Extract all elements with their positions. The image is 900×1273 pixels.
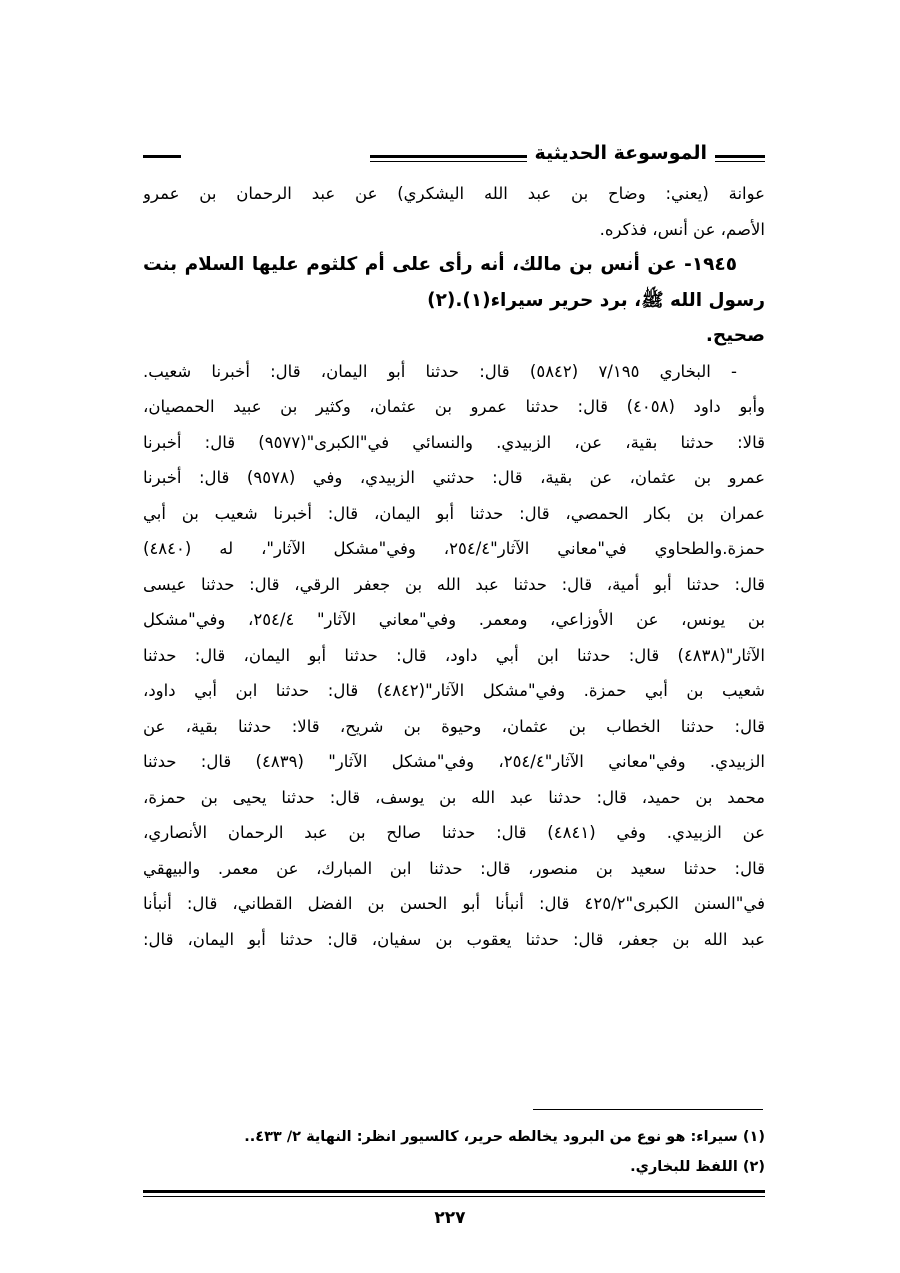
text-line: - البخاري ٧/١٩٥ (٥٨٤٢) قال: حدثنا أبو اليمان، قال: أخبرنا شعيب. [143, 361, 737, 381]
text-line: قال: حدثنا أبو أمية، قال: حدثنا عبد الله بن جعفر الرقي، قال: حدثنا عيسى [143, 574, 765, 594]
text-line: شعيب بن أبي حمزة. وفي"مشكل الآثار"(٤٨٤٢) قال: حدثنا ابن أبي داود، [143, 681, 765, 700]
header-title: الموسوعة الحديثية [527, 138, 716, 168]
text-line: عوانة (يعني: وضاح بن عبد الله اليشكري) عن عبد الرحمان بن عمرو [143, 184, 765, 203]
page-header [143, 138, 765, 170]
footnote: (٢) اللفظ للبخاري. [630, 1159, 765, 1175]
footnotes [143, 1122, 765, 1182]
text-line: وأبو داود (٤٠٥٨) قال: حدثنا عمرو بن عثمان، وكثير بن عبيد الحمصيان، [143, 397, 765, 416]
text-line: عمرو بن عثمان، عن بقية، قال: حدثني الزبيدي، وفي (٩٥٧٨) قال: أخبرنا [143, 468, 765, 487]
text-line: عن الزبيدي. وفي (٤٨٤١) قال: حدثنا صالح بن عبد الرحمان الأنصاري، [143, 823, 765, 842]
grading-label: صحيح. [705, 325, 765, 346]
main-text [143, 176, 765, 957]
text-line: محمد بن حميد، قال: حدثنا عبد الله بن يوسف، قال: حدثنا يحيى بن حمزة، [143, 787, 765, 807]
hadith-heading-line: رسول الله ﷺ، برد حرير سيراء(١).(٢) [427, 289, 765, 311]
text-line: حمزة.والطحاوي في"معاني الآثار"٢٥٤/٤، وفي"مشكل الآثار"، له (٤٨٤٠) [143, 539, 765, 558]
header-rule-left [143, 155, 181, 158]
text-line: عبد الله بن جعفر، قال: حدثنا يعقوب بن سفيان، قال: حدثنا أبو اليمان، قال: [143, 929, 765, 949]
text-line: قال: حدثنا سعيد بن منصور، قال: حدثنا ابن المبارك، عن معمر. والبيهقي [143, 858, 765, 878]
text-line: الآثار"(٤٨٣٨) قال: حدثنا ابن أبي داود، قال: حدثنا أبو اليمان، قال: حدثنا [143, 645, 765, 665]
text-line: عمران بن بكار الحمصي، قال: حدثنا أبو اليمان، قال: أخبرنا شعيب بن أبي [143, 503, 765, 523]
text-line: الأصم، عن أنس، فذكره. [599, 219, 765, 239]
text-line: قال: حدثنا الخطاب بن عثمان، وحيوة بن شريح، قالا: حدثنا بقية، عن [143, 716, 765, 736]
footnote-separator [533, 1109, 763, 1110]
header-rule-right [725, 155, 765, 158]
footer-rule [143, 1190, 765, 1193]
hadith-heading-line: ١٩٤٥- عن أنس بن مالك، أنه رأى على أم كلثوم عليها السلام بنت [143, 254, 737, 275]
page-number: ٢٢٧ [434, 1208, 466, 1228]
text-line: قالا: حدثنا بقية، عن، الزبيدي. والنسائي في"الكبرى"(٩٥٧٧) قال: أخبرنا [143, 432, 765, 452]
footnote: (١) سيراء: هو نوع من البرود يخالطه حرير، كالسيور انظر: النهاية ٢/ ٤٣٣.. [244, 1129, 765, 1145]
text-line: بن يونس، عن الأوزاعي، ومعمر. وفي"معاني الآثار" ٢٥٤/٤، وفي"مشكل [143, 610, 765, 629]
text-line: في"السنن الكبرى"٤٢٥/٢ قال: أنبأنا أبو الحسن بن الفضل القطاني، قال: أنبأنا [143, 894, 765, 913]
text-line: الزبيدي. وفي"معاني الآثار"٢٥٤/٤، وفي"مشكل الآثار" (٤٨٣٩) قال: حدثنا [143, 752, 765, 771]
